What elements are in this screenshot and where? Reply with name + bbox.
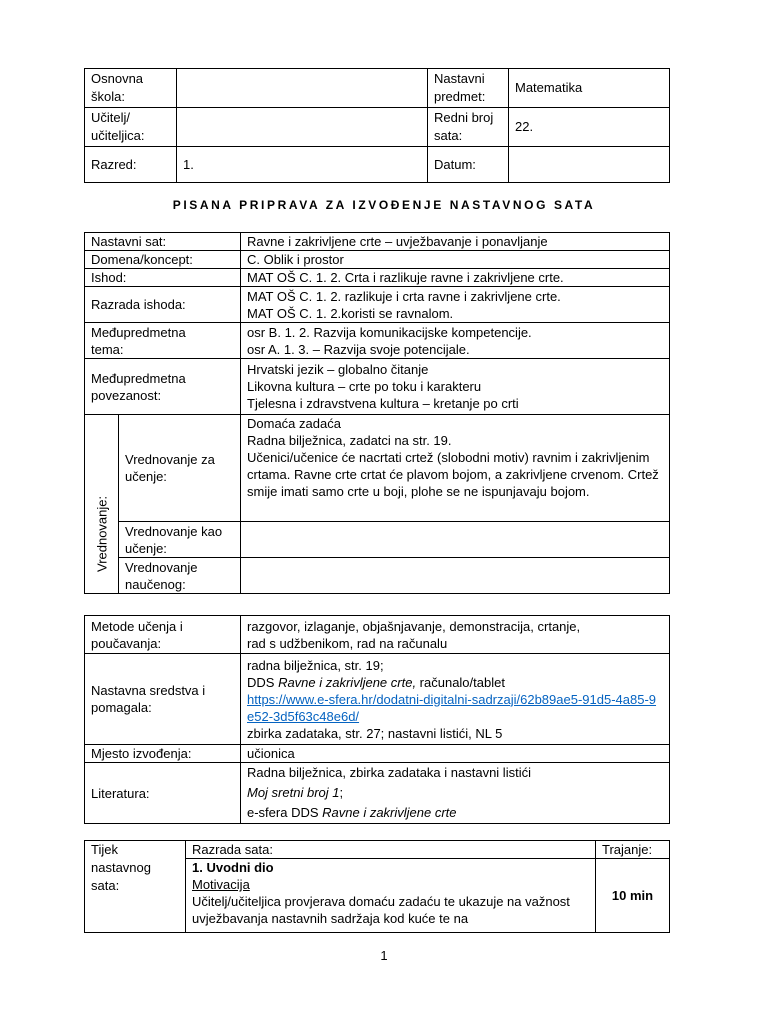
correlation-value	[241, 359, 670, 415]
for-learning-line: Učenici/učenice će nacrtati crtež (slobodni motiv) ravnim i zakrivljenim crtama. Ravne crte crtat će plavom bojom, a zakrivljene crvenom. Crtež smije imati samo crte u boji, plohe se ne ispunjavaju bojom.	[247, 450, 659, 499]
for-learning-value	[241, 415, 670, 522]
flow-label: Tijek nastavnog sata:	[85, 841, 186, 933]
date-value	[509, 147, 670, 183]
teacher-value	[177, 108, 428, 147]
plan-table	[84, 232, 670, 594]
elaboration-header: Razrada sata:	[186, 841, 596, 859]
aids-line: radna bilježnica, str. 19;	[247, 657, 384, 673]
section-title: 1. Uvodni dio	[192, 860, 274, 875]
flow-table	[84, 840, 670, 933]
elaboration-value	[241, 287, 670, 323]
elaboration-line: MAT OŠ C. 1. 2.koristi se ravnalom.	[247, 305, 454, 321]
outcome-value: MAT OŠ C. 1. 2. Crta i razlikuje ravne i zakrivljene crte.	[241, 269, 670, 287]
teacher-label: Učitelj/ učiteljica:	[85, 108, 177, 147]
place-label: Mjesto izvođenja:	[85, 745, 241, 763]
of-learning-value	[241, 558, 670, 594]
correlation-line: Tjelesna i zdravstvena kultura – kretanje po crti	[247, 396, 519, 411]
methods-line: razgovor, izlaganje, objašnjavanje, demonstracija, crtanje,	[247, 618, 581, 634]
date-label: Datum:	[428, 147, 509, 183]
domain-value: C. Oblik i prostor	[241, 251, 670, 269]
correlation-label: Međupredmetna povezanost:	[85, 359, 241, 415]
subject-value: Matematika	[509, 69, 670, 108]
aids-line	[247, 674, 663, 691]
motivation-heading: Motivacija	[192, 877, 250, 892]
aids-label: Nastavna sredstva i pomagala:	[85, 654, 241, 745]
methods-label: Metode učenja i poučavanja:	[85, 616, 241, 654]
for-learning-line: Radna bilježnica, zadatci na str. 19.	[247, 433, 452, 448]
literature-label: Literatura:	[85, 763, 241, 824]
domain-label: Domena/koncept:	[85, 251, 241, 269]
lesson-value: Ravne i zakrivljene crte – uvježbavanje i ponavljanje	[241, 233, 670, 251]
literature-separator: ;	[339, 785, 344, 800]
methods-line: rad s udžbenikom, rad na računalu	[247, 635, 448, 651]
grade-label: Razred:	[85, 147, 177, 183]
correlation-line: Hrvatski jezik – globalno čitanje	[247, 362, 429, 377]
literature-line: Radna bilježnica, zbirka zadataka i nastavni listići	[247, 765, 531, 780]
for-learning-label: Vrednovanje za učenje:	[119, 415, 241, 522]
flow-content	[186, 859, 596, 933]
for-learning-line: Domaća zadaća	[247, 416, 341, 431]
cross-topic-label: Međupredmetna tema:	[85, 323, 241, 359]
document-title: PISANA PRIPRAVA ZA IZVOĐENJE NASTAVNOG SATA	[172, 198, 596, 212]
assessment-label-cell	[85, 415, 119, 594]
of-learning-label: Vrednovanje naučenog:	[119, 558, 241, 594]
literature-dds-title: Ravne i zakrivljene crte	[322, 805, 457, 820]
lesson-label: Nastavni sat:	[85, 233, 241, 251]
school-label: Osnovna škola:	[85, 69, 177, 108]
page-number: 1	[380, 948, 388, 963]
aids-devices: računalo/tablet	[416, 674, 505, 690]
aids-line: zbirka zadataka, str. 27; nastavni listići, NL 5	[247, 725, 503, 741]
literature-line	[247, 803, 663, 823]
e-sfera-link[interactable]: https://www.e-sfera.hr/dodatni-digitalni-sadrzaji/62b89ae5-91d5-4a85-9e52-3d5f63c48e6d/	[247, 691, 657, 724]
flow-text: Učitelj/učiteljica provjerava domaću zadaću te ukazuje na važnost uvježbavanja nastavnih sadržaja kod kuće te na	[192, 894, 570, 926]
literature-line	[247, 783, 663, 803]
as-learning-label: Vrednovanje kao učenje:	[119, 522, 241, 558]
school-value	[177, 69, 428, 108]
cross-topic-line: osr A. 1. 3. – Razvija svoje potencijale.	[247, 341, 470, 357]
aids-value	[241, 654, 670, 745]
aids-dds: DDS	[247, 674, 279, 690]
duration-value: 10 min	[596, 859, 670, 933]
duration-header: Trajanje:	[596, 841, 670, 859]
lesson-number-label: Redni broj sata:	[428, 108, 509, 147]
assessment-label: Vrednovanje:	[94, 495, 109, 572]
elaboration-label: Razrada ishoda:	[85, 287, 241, 323]
methods-value	[241, 616, 670, 654]
cross-topic-line: osr B. 1. 2. Razvija komunikacijske kompetencije.	[247, 324, 532, 340]
cross-topic-value	[241, 323, 670, 359]
subject-label: Nastavni predmet:	[428, 69, 509, 108]
grade-value: 1.	[177, 147, 428, 183]
literature-value	[241, 763, 670, 824]
elaboration-line: MAT OŠ C. 1. 2. razlikuje i crta ravne i zakrivljene crte.	[247, 288, 561, 304]
aids-dds-title: Ravne i zakrivljene crte,	[278, 674, 417, 690]
literature-esfera: e-sfera DDS	[247, 805, 323, 820]
header-table	[84, 68, 670, 183]
outcome-label: Ishod:	[85, 269, 241, 287]
correlation-line: Likovna kultura – crte po toku i karakteru	[247, 379, 482, 394]
place-value: učionica	[241, 745, 670, 763]
literature-book: Moj sretni broj 1	[247, 785, 340, 800]
resources-table	[84, 615, 670, 824]
as-learning-value	[241, 522, 670, 558]
lesson-number-value: 22.	[509, 108, 670, 147]
